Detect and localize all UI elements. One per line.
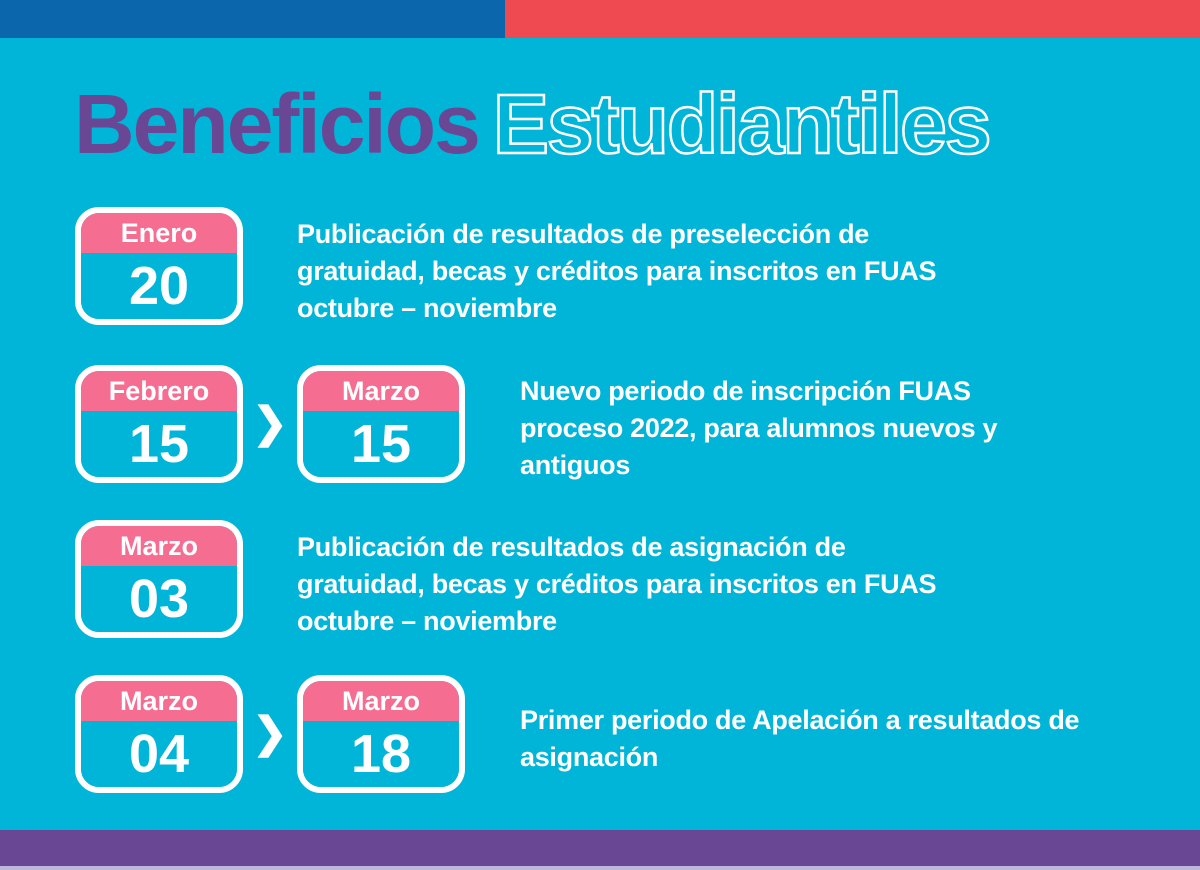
top-accent-bar-left xyxy=(0,0,505,38)
top-accent-bar-right xyxy=(505,0,1200,38)
calendar-day-number: 15 xyxy=(81,411,237,477)
calendar-month-label: Enero xyxy=(81,213,237,253)
page-title-primary: Beneficios xyxy=(74,77,479,171)
calendar-badge xyxy=(75,365,243,483)
event-description: Nuevo periodo de inscripción FUAS proceso 2022, para alumnos nuevos y antiguos xyxy=(520,376,998,480)
page-title xyxy=(74,77,990,171)
calendar-badge xyxy=(297,365,465,483)
calendar-day-number: 18 xyxy=(303,721,459,787)
calendar-badge xyxy=(75,207,243,325)
calendar-month-label: Marzo xyxy=(81,526,237,566)
calendar-badge xyxy=(75,675,243,793)
page-title-secondary: Estudiantiles xyxy=(492,77,990,171)
chevron-right-icon: ❯ xyxy=(252,399,288,446)
calendar-day-number: 03 xyxy=(81,566,237,632)
calendar-day-number: 20 xyxy=(81,253,237,319)
calendar-month-label: Marzo xyxy=(303,371,459,411)
chevron-right-icon: ❯ xyxy=(252,709,288,756)
event-description: Publicación de resultados de preselección de gratuidad, becas y créditos para inscritos en FUAS octubre – noviembre xyxy=(297,219,937,323)
calendar-month-label: Marzo xyxy=(81,681,237,721)
calendar-day-number: 04 xyxy=(81,721,237,787)
bottom-accent-strip xyxy=(0,866,1200,870)
event-description: Primer periodo de Apelación a resultados de asignación xyxy=(520,705,1080,772)
bottom-accent-bar xyxy=(0,830,1200,866)
calendar-day-number: 15 xyxy=(303,411,459,477)
calendar-badge xyxy=(297,675,465,793)
calendar-badge xyxy=(75,520,243,638)
event-description: Publicación de resultados de asignación de gratuidad, becas y créditos para inscritos en FUAS octubre – noviembre xyxy=(297,532,937,636)
calendar-month-label: Marzo xyxy=(303,681,459,721)
calendar-month-label: Febrero xyxy=(81,371,237,411)
